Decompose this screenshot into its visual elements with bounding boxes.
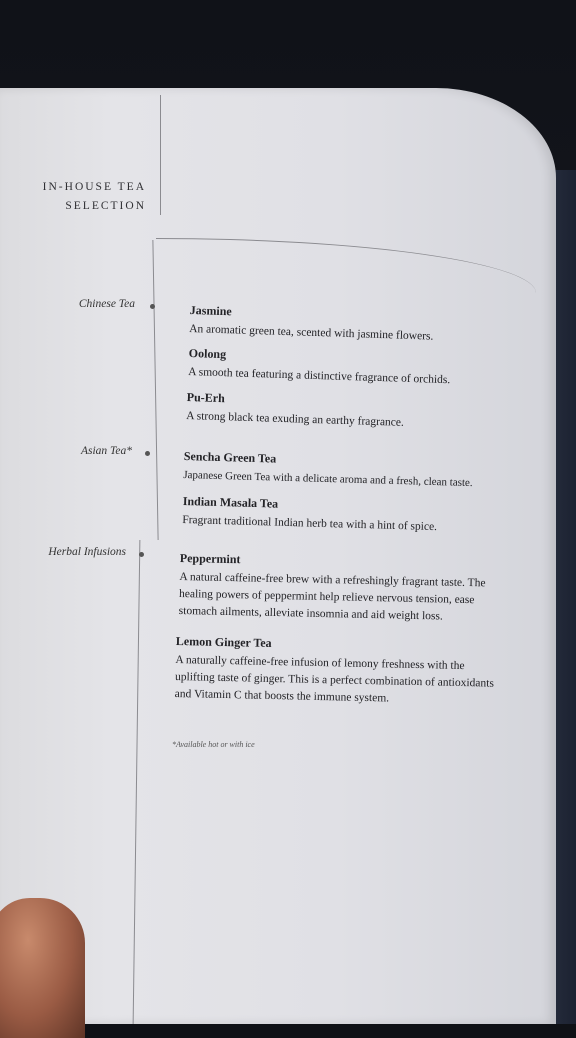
category-marker: [139, 552, 144, 557]
section-title: [36, 178, 146, 216]
category-label-chinese-tea: Chinese Tea: [78, 298, 135, 310]
item-name: Indian Masala Tea: [182, 494, 279, 511]
item-name: Pu-Erh: [186, 390, 225, 406]
category-label-asian-tea: Asian Tea*: [80, 445, 132, 457]
category-label-herbal-infusions: Herbal Infusions: [48, 546, 126, 558]
item-description: A natural caffeine-free brew with a refreshingly fragrant taste. The healing powers of peppermint help relieve nervous tension, ease stomach ailments, alleviate insomnia and aid weight loss.: [178, 570, 486, 623]
item-description: Fragrant traditional Indian herb tea with a hint of spice.: [182, 513, 438, 534]
item-description: Japanese Green Tea with a delicate aroma and a fresh, clean taste.: [183, 468, 473, 490]
footnote: *Available hot or with ice: [172, 740, 255, 749]
menu-item: [175, 634, 496, 710]
section-title-line2: SELECTION: [65, 200, 146, 212]
item-name: Jasmine: [189, 303, 232, 319]
category-marker: [150, 304, 155, 309]
item-description: A naturally caffeine-free infusion of lemony freshness with the uplifting taste of ginger. This is a perfect combination of antioxidants and Vitamin C that boosts the immune system.: [174, 653, 495, 705]
header-divider: [160, 95, 161, 215]
item-name: Oolong: [188, 346, 227, 362]
item-name: Peppermint: [179, 551, 241, 567]
item-description: A strong black tea exuding an earthy fragrance.: [185, 409, 405, 429]
item-description: An aromatic green tea, scented with jasmine flowers.: [188, 322, 434, 343]
menu-item: [179, 551, 515, 627]
item-name: Sencha Green Tea: [183, 449, 277, 466]
thumb: [0, 898, 85, 1038]
item-name: Lemon Ginger Tea: [175, 634, 272, 651]
item-description: A smooth tea featuring a distinctive fragrance of orchids.: [187, 365, 451, 387]
category-marker: [145, 451, 150, 456]
section-title-line1: IN-HOUSE TEA: [42, 181, 146, 193]
